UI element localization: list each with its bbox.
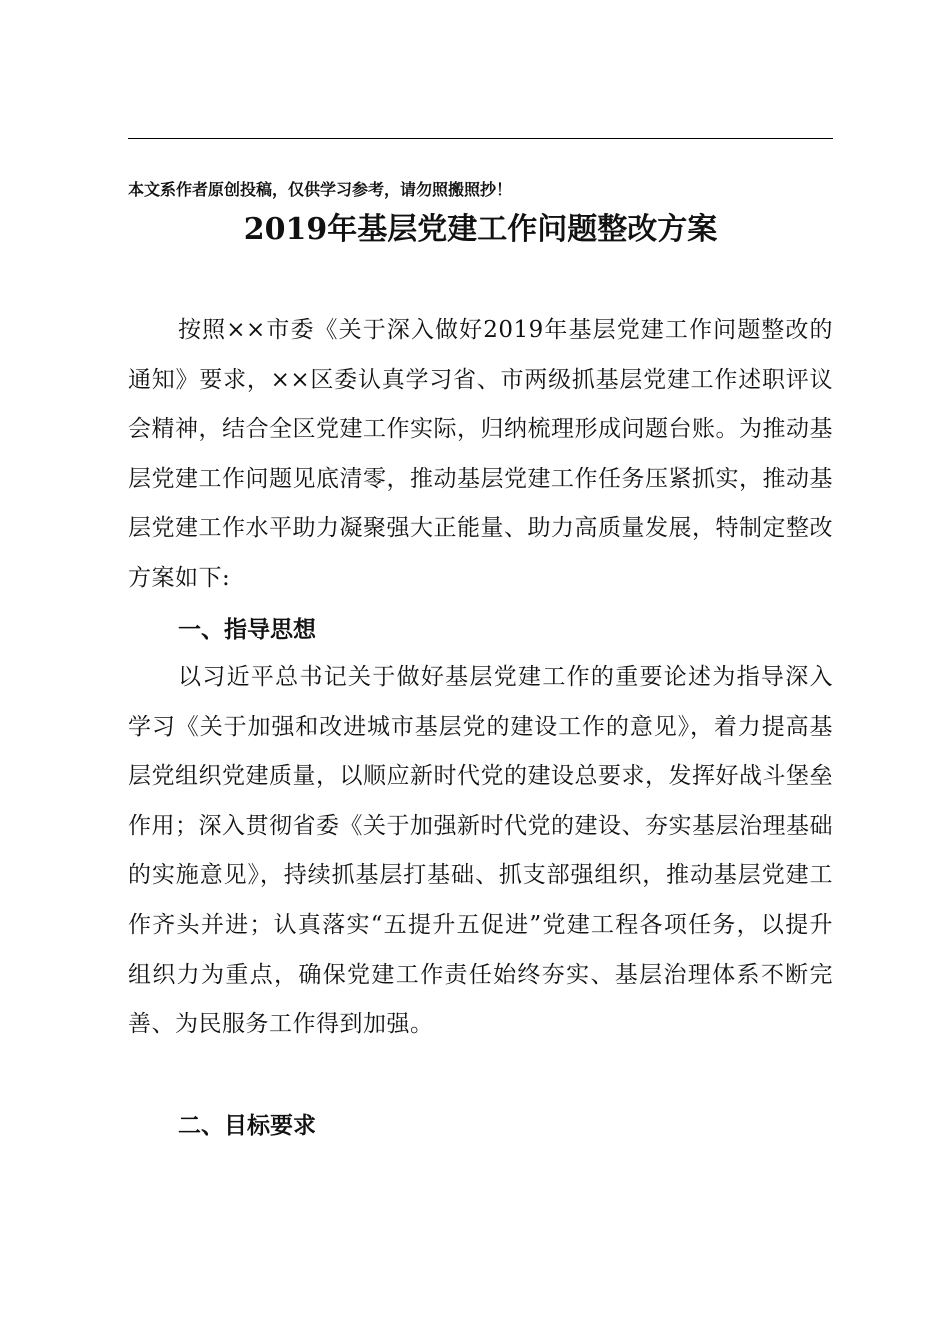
header-rule (128, 138, 833, 139)
section-heading-guiding-ideology: 一、指导思想 (178, 616, 316, 643)
section-heading-goals: 二、目标要求 (178, 1112, 316, 1139)
document-title: 2019年基层党建工作问题整改方案 (243, 212, 718, 247)
section-paragraph-guiding-ideology: 以习近平总书记关于做好基层党建工作的重要论述为指导深入学习《关于加强和改进城市基层党的建设工作的意见》，着力提高基层党组织党建质量，以顺应新时代党的建设总要求，发挥好战斗堡垒作用；深入贯彻省委《关于加强新时代党的建设、夯实基层治理基础的实施意见》，持续抓基层打基础、抓支部强组织，推动基层党建工作齐头并进；认真落实“五提升五促进”党建工程各项任务，以提升组织力为重点，确保党建工作责任始终夯实、基层治理体系不断完善、为民服务工作得到加强。 (128, 664, 833, 1038)
intro-paragraph: 按照××市委《关于深入做好2019年基层党建工作问题整改的通知》要求，××区委认真学习省、市两级抓基层党建工作述职评议会精神，结合全区党建工作实际，归纳梳理形成问题台账。为推动基层党建工作问题见底清零，推动基层党建工作任务压紧抓实，推动基层党建工作水平助力凝聚强大正能量、助力高质量发展，特制定整改方案如下: (128, 317, 833, 591)
copyright-notice: 本文系作者原创投稿，仅供学习参考，请勿照搬照抄！ (128, 180, 513, 199)
